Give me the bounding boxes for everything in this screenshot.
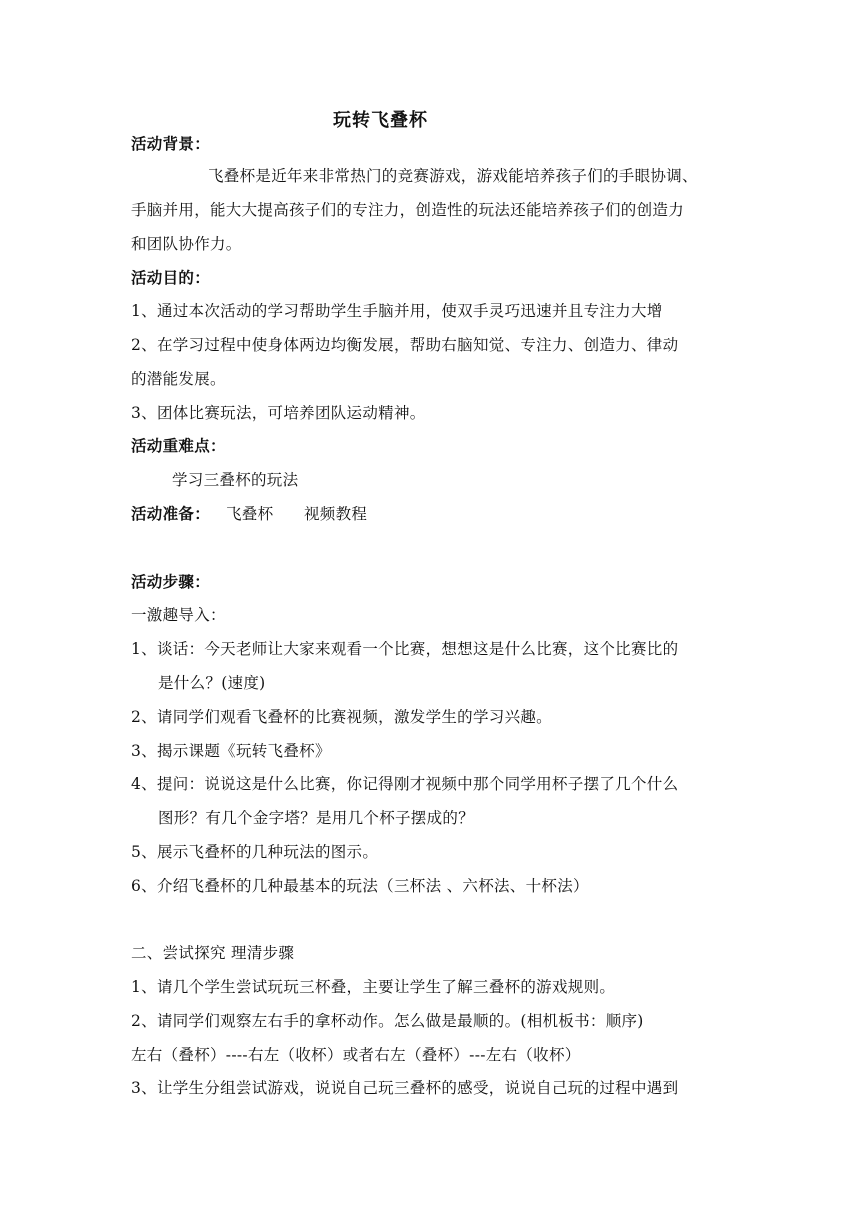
- list-item: 2、请同学们观看飞叠杯的比赛视频，激发学生的学习兴趣。: [131, 708, 552, 726]
- section-heading-background: 活动背景：: [131, 134, 211, 153]
- list-item-continuation: 是什么？(速度): [158, 674, 266, 692]
- list-item: 5、展示飞叠杯的几种玩法的图示。: [131, 843, 379, 861]
- paragraph-line: 手脑并用，能大大提高孩子们的专注力，创造性的玩法还能培养孩子们的创造力: [131, 201, 685, 219]
- list-item: 2、请同学们观察左右手的拿杯动作。怎么做是最顺的。(相机板书：顺序): [131, 1012, 644, 1030]
- list-item-continuation: 的潜能发展。: [131, 370, 226, 388]
- section-heading-preparation: 活动准备：: [131, 504, 211, 523]
- preparation-item: 飞叠杯: [226, 505, 274, 523]
- subsection-heading: 一激趣导入：: [131, 606, 226, 624]
- list-item: 1、请几个学生尝试玩玩三杯叠，主要让学生了解三叠杯的游戏规则。: [131, 978, 616, 996]
- list-item-continuation: 图形？有几个金字塔？是用几个杯子摆成的？: [158, 809, 475, 827]
- preparation-item: 视频教程: [304, 505, 368, 523]
- paragraph-line: 和团队协作力。: [131, 235, 242, 253]
- paragraph-line: 学习三叠杯的玩法: [172, 471, 299, 489]
- paragraph-line: 左右（叠杯）----右左（收杯）或者右左（叠杯）---左右（收杯）: [131, 1046, 581, 1064]
- list-item: 3、揭示课题《玩转飞叠杯》: [131, 742, 331, 760]
- list-item: 6、介绍飞叠杯的几种最基本的玩法（三杯法 、六杯法、十杯法）: [131, 877, 589, 895]
- section-heading-goals: 活动目的：: [131, 268, 211, 287]
- list-item: 1、通过本次活动的学习帮助学生手脑并用，使双手灵巧迅速并且专注力大增: [131, 302, 663, 320]
- document-title: 玩转飞叠杯: [333, 110, 428, 131]
- list-item: 1、谈话：今天老师让大家来观看一个比赛，想想这是什么比赛，这个比赛比的: [131, 640, 679, 658]
- section-heading-steps: 活动步骤：: [131, 572, 211, 591]
- list-item: 2、在学习过程中使身体两边均衡发展，帮助右脑知觉、专注力、创造力、律动: [131, 336, 679, 354]
- list-item: 4、提问：说说这是什么比赛，你记得刚才视频中那个同学用杯子摆了几个什么: [131, 775, 679, 793]
- paragraph-line: 飞叠杯是近年来非常热门的竞赛游戏，游戏能培养孩子们的手眼协调、: [208, 167, 698, 185]
- subsection-heading: 二、尝试探究 理清步骤: [131, 944, 295, 962]
- list-item: 3、让学生分组尝试游戏，说说自己玩三叠杯的感受，说说自己玩的过程中遇到: [131, 1079, 679, 1097]
- section-heading-key-points: 活动重难点：: [131, 436, 226, 455]
- list-item: 3、团体比赛玩法，可培养团队运动精神。: [131, 404, 426, 422]
